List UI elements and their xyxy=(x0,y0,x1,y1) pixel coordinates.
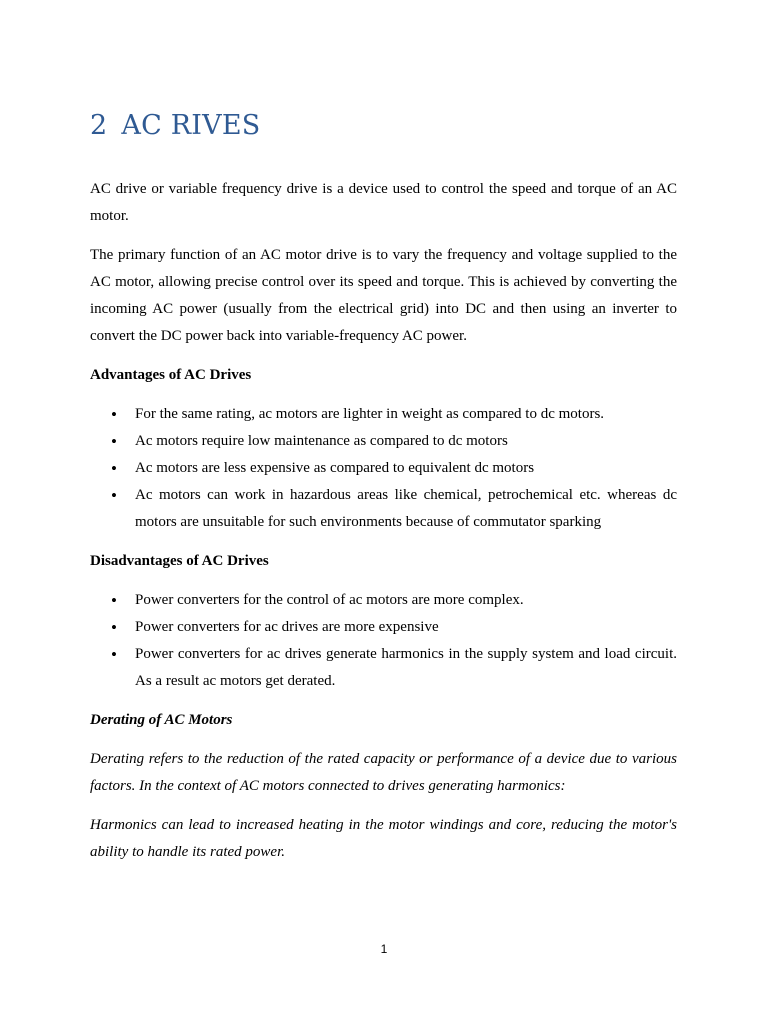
list-item: • Ac motors require low maintenance as compared to dc motors xyxy=(135,428,677,455)
list-item: • Power converters for ac drives generate harmonics in the supply system and load circuit. As a result ac motors get derated. xyxy=(135,641,677,695)
section-heading xyxy=(90,110,260,141)
intro-paragraph-2: The primary function of an AC motor drive is to vary the frequency and voltage supplied to the AC motor, allowing precise control over its speed and torque. This is achieved by converting the incoming AC power (usually from the electrical grid) into DC and then using an inverter to convert the DC power back into variable-frequency AC power. xyxy=(90,247,677,344)
derating-paragraph-1: Derating refers to the reduction of the rated capacity or performance of a device due to various factors. In the context of AC motors connected to drives generating harmonics: xyxy=(90,751,677,794)
section-title: AC RIVES xyxy=(121,110,261,141)
list-item: • Power converters for ac drives are more expensive xyxy=(135,614,677,641)
intro-paragraph-1: AC drive or variable frequency drive is a device used to control the speed and torque of an AC motor. xyxy=(90,181,677,224)
document-body xyxy=(90,176,677,878)
list-item: • For the same rating, ac motors are lighter in weight as compared to dc motors. xyxy=(135,401,677,428)
disadvantages-title: Disadvantages of AC Drives xyxy=(90,553,269,569)
list-item: • Ac motors are less expensive as compared to equivalent dc motors xyxy=(135,455,677,482)
advantages-list xyxy=(90,401,677,536)
list-item: • Power converters for the control of ac motors are more complex. xyxy=(135,587,677,614)
disadvantages-list xyxy=(90,587,677,695)
derating-paragraph-2: Harmonics can lead to increased heating in the motor windings and core, reducing the motor's ability to handle its rated power. xyxy=(90,817,677,860)
section-number: 2 xyxy=(90,110,108,141)
derating-title: Derating of AC Motors xyxy=(90,712,233,728)
page-number: 1 xyxy=(380,942,388,956)
advantages-title: Advantages of AC Drives xyxy=(90,367,252,383)
list-item: • Ac motors can work in hazardous areas like chemical, petrochemical etc. whereas dc motors are unsuitable for such environments because of commutator sparking xyxy=(135,482,677,536)
